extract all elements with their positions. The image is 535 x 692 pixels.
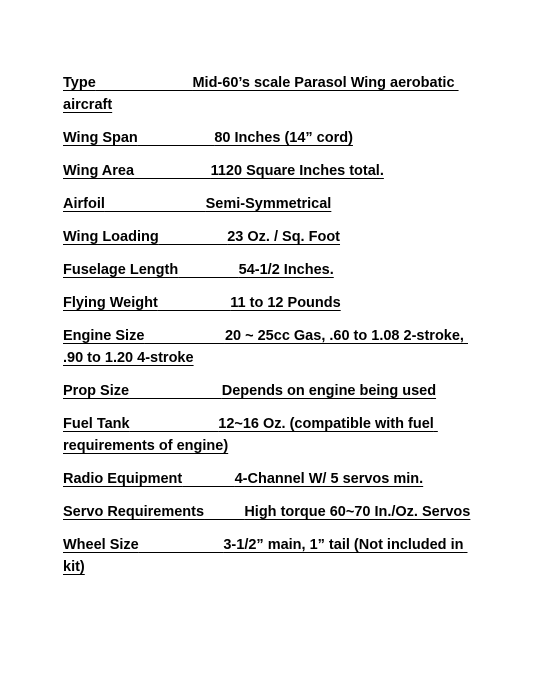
spec-label-servo-requirements: Servo Requirements xyxy=(63,504,205,520)
spec-gap xyxy=(105,196,206,212)
spec-value-airfoil: Semi-Symmetrical xyxy=(205,196,332,212)
spec-label-engine-size: Engine Size xyxy=(63,328,145,344)
spec-row-fuselage-length xyxy=(63,259,483,281)
spec-list xyxy=(63,72,483,589)
spec-value-wing-loading: 23 Oz. / Sq. Foot xyxy=(227,229,341,245)
spec-row-radio-equipment xyxy=(63,468,483,490)
spec-row-flying-weight xyxy=(63,292,483,314)
spec-gap xyxy=(130,416,219,432)
spec-value-engine-size: 20 ~ 25cc Gas, .60 to 1.08 2-stroke, .90 to 1.20 4-stroke xyxy=(63,328,468,366)
spec-gap xyxy=(134,163,211,179)
spec-label-fuel-tank: Fuel Tank xyxy=(63,416,130,432)
spec-value-servo-requirements: High torque 60~70 In./Oz. Servos xyxy=(244,504,471,520)
spec-label-prop-size: Prop Size xyxy=(63,383,130,399)
spec-row-wing-loading xyxy=(63,226,483,248)
spec-gap xyxy=(144,328,225,344)
spec-row-fuel-tank xyxy=(63,413,483,457)
spec-gap xyxy=(204,504,244,520)
spec-value-fuel-tank: 12~16 Oz. (compatible with fuel requirements of engine) xyxy=(63,416,438,454)
spec-gap xyxy=(182,471,234,487)
spec-value-wing-area: 1120 Square Inches total. xyxy=(210,163,384,179)
spec-gap xyxy=(138,130,215,146)
spec-value-type: Mid-60’s scale Parasol Wing aerobatic aircraft xyxy=(63,75,459,113)
spec-gap xyxy=(129,383,222,399)
spec-gap xyxy=(158,295,231,311)
spec-row-airfoil xyxy=(63,193,483,215)
spec-label-wing-span: Wing Span xyxy=(63,130,138,146)
spec-row-prop-size xyxy=(63,380,483,402)
spec-value-radio-equipment: 4-Channel W/ 5 servos min. xyxy=(234,471,424,487)
spec-gap xyxy=(139,537,224,553)
spec-label-fuselage-length: Fuselage Length xyxy=(63,262,179,278)
spec-value-wheel-size: 3-1/2” main, 1” tail (Not included in kit) xyxy=(63,537,468,575)
spec-label-type: Type xyxy=(63,75,96,91)
spec-gap xyxy=(178,262,238,278)
spec-row-wheel-size xyxy=(63,534,483,578)
spec-label-airfoil: Airfoil xyxy=(63,196,105,212)
spec-gap xyxy=(159,229,228,245)
spec-label-wheel-size: Wheel Size xyxy=(63,537,139,553)
spec-row-wing-span xyxy=(63,127,483,149)
spec-label-wing-loading: Wing Loading xyxy=(63,229,159,245)
spec-value-fuselage-length: 54-1/2 Inches. xyxy=(238,262,334,278)
spec-label-wing-area: Wing Area xyxy=(63,163,135,179)
spec-label-radio-equipment: Radio Equipment xyxy=(63,471,183,487)
spec-row-wing-area xyxy=(63,160,483,182)
spec-label-flying-weight: Flying Weight xyxy=(63,295,158,311)
spec-value-prop-size: Depends on engine being used xyxy=(221,383,437,399)
spec-row-servo-requirements xyxy=(63,501,483,523)
spec-row-type xyxy=(63,72,483,116)
spec-value-wing-span: 80 Inches (14” cord) xyxy=(214,130,353,146)
spec-row-engine-size xyxy=(63,325,483,369)
spec-value-flying-weight: 11 to 12 Pounds xyxy=(230,295,341,311)
spec-gap xyxy=(96,75,193,91)
